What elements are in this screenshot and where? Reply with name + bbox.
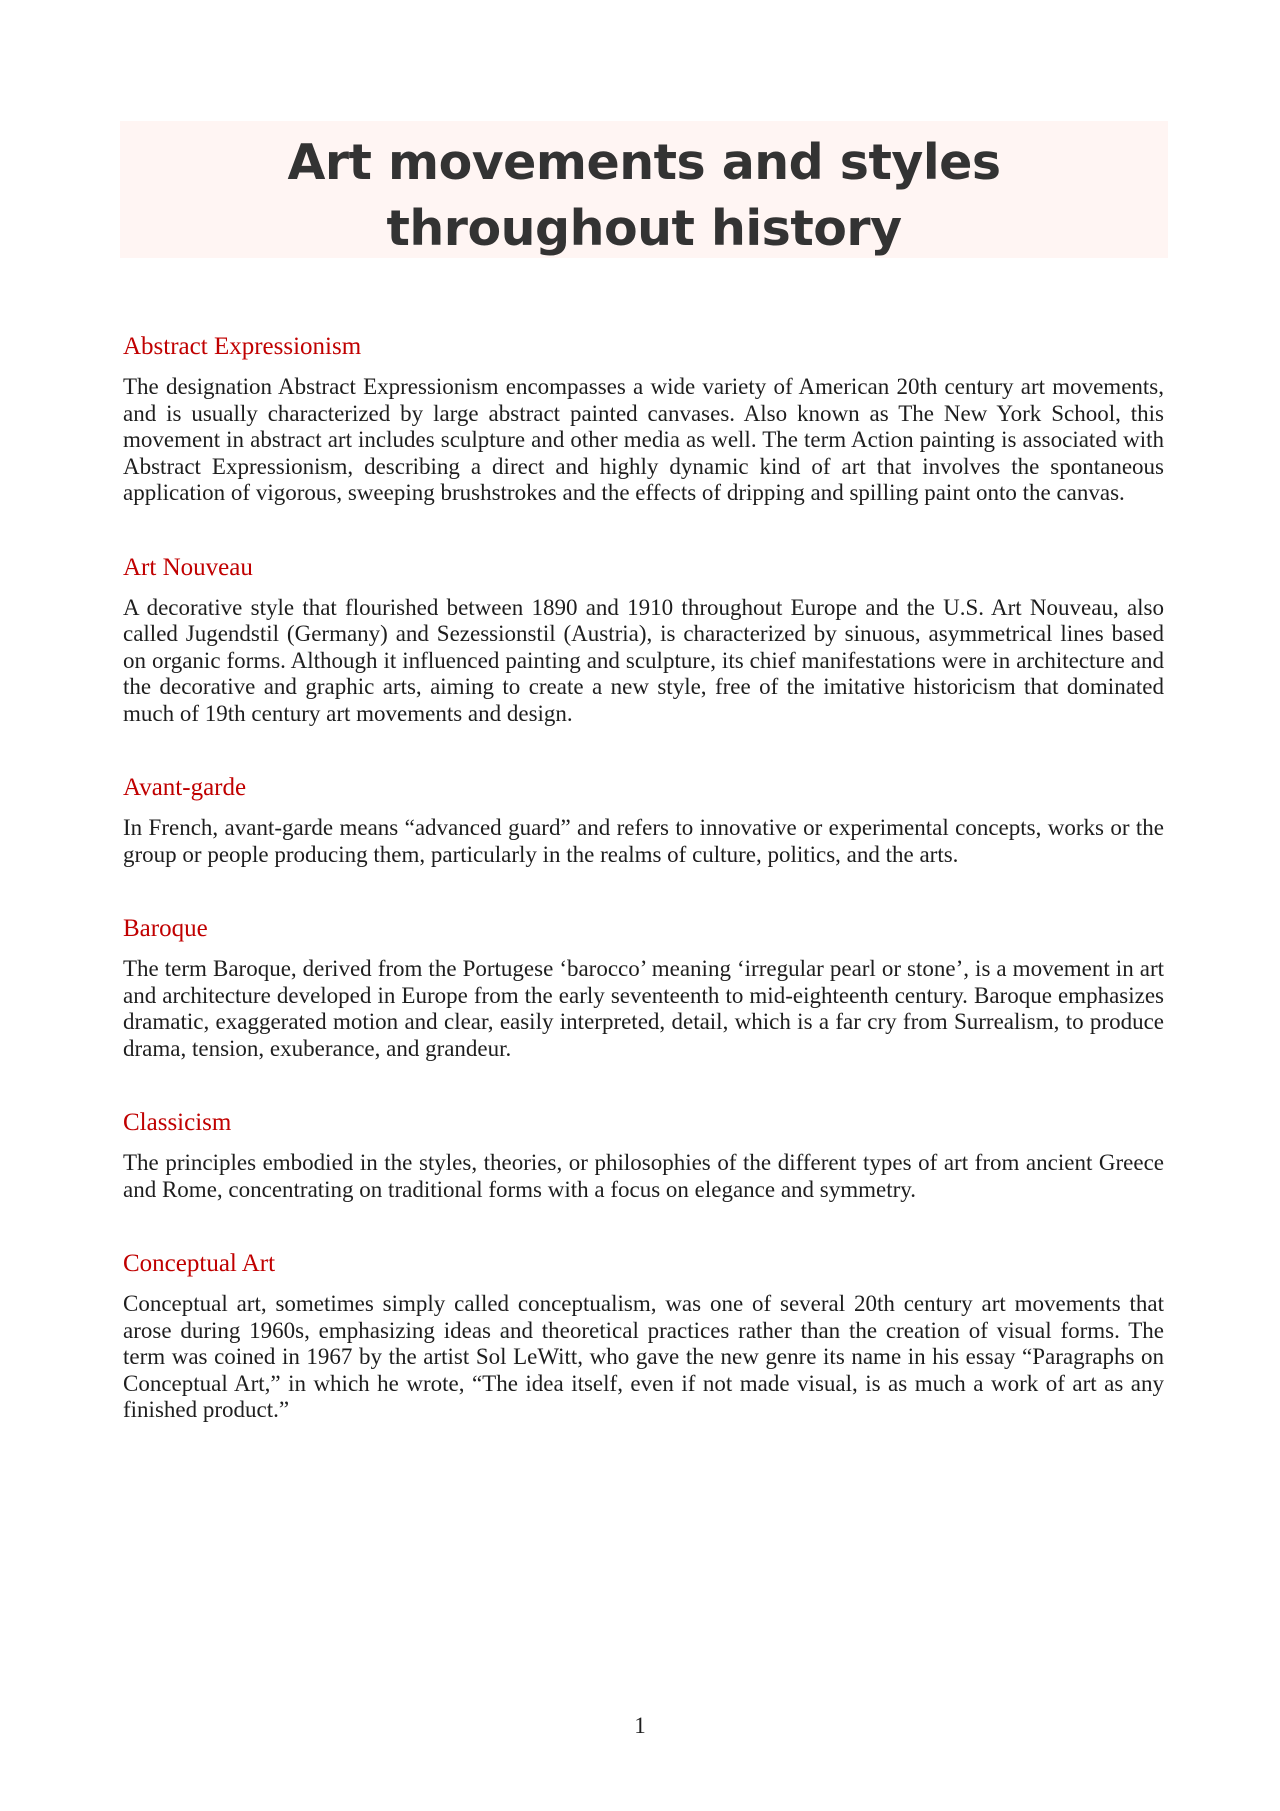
section-heading: Abstract Expressionism	[123, 333, 362, 360]
section-classicism	[123, 1106, 1164, 1203]
page-number: 1	[634, 1713, 646, 1738]
section-heading: Avant-garde	[123, 774, 247, 801]
section-conceptual-art	[123, 1247, 1164, 1424]
section-heading: Baroque	[123, 915, 208, 942]
section-paragraph: The designation Abstract Expressionism encompasses a wide variety of American 20th century art movements, and is usually characterized by large abstract painted canvases. Also known as The New York School, this movement in abstract art includes sculpture and other media as well. The term Action painting is associated with Abstract Expressionism, describing a direct and highly dynamic kind of art that involves the spontaneous application of vigorous, sweeping brushstrokes and the effects of dripping and spilling paint onto the canvas.	[123, 374, 1164, 505]
title-banner	[120, 121, 1168, 258]
section-art-nouveau	[123, 551, 1164, 728]
document-body	[123, 330, 1164, 1468]
section-paragraph: The term Baroque, derived from the Portugese ‘barocco’ meaning ‘irregular pearl or stone’, is a movement in art and architecture developed in Europe from the early seventeenth to mid-eighteenth century. Baroque emphasizes dramatic, exaggerated motion and clear, easily interpreted, detail, which is a far cry from Surrealism, to produce drama, tension, exuberance, and grandeur.	[123, 956, 1164, 1061]
section-baroque	[123, 912, 1164, 1062]
section-avant-garde	[123, 771, 1164, 868]
section-heading: Classicism	[123, 1109, 232, 1136]
page-title-line-1: Art movements and styles	[287, 134, 1001, 191]
section-abstract-expressionism	[123, 330, 1164, 507]
section-paragraph: The principles embodied in the styles, theories, or philosophies of the different types of art from ancient Greece and Rome, concentrating on traditional forms with a focus on elegance and symmetry.	[123, 1150, 1164, 1202]
section-heading: Art Nouveau	[123, 553, 253, 581]
page-title-line-2: throughout history	[386, 200, 902, 257]
section-heading: Conceptual Art	[123, 1250, 276, 1277]
section-paragraph: A decorative style that flourished between 1890 and 1910 throughout Europe and the U.S. Art Nouveau, also called Jugendstil (Germany) and Sezessionstil (Austria), is characterized by sinuous, asymmetrical lines based on organic forms. Although it influenced painting and sculpture, its chief manifestations were in architecture and the decorative and graphic arts, aiming to create a new style, free of the imitative historicism that dominated much of 19th century art movements and design.	[123, 594, 1164, 726]
section-paragraph: Conceptual art, sometimes simply called conceptualism, was one of several 20th century art movements that arose during 1960s, emphasizing ideas and theoretical practices rather than the creation of visual forms. The term was coined in 1967 by the artist Sol LeWitt, who gave the new genre its name in his essay “Paragraphs on Conceptual Art,” in which he wrote, “The idea itself, even if not made visual, is as much a work of art as any finished product.”	[123, 1291, 1164, 1422]
section-paragraph: In French, avant-garde means “advanced guard” and refers to innovative or experimental concepts, works or the group or people producing them, particularly in the realms of culture, politics, and the arts.	[123, 815, 1164, 867]
